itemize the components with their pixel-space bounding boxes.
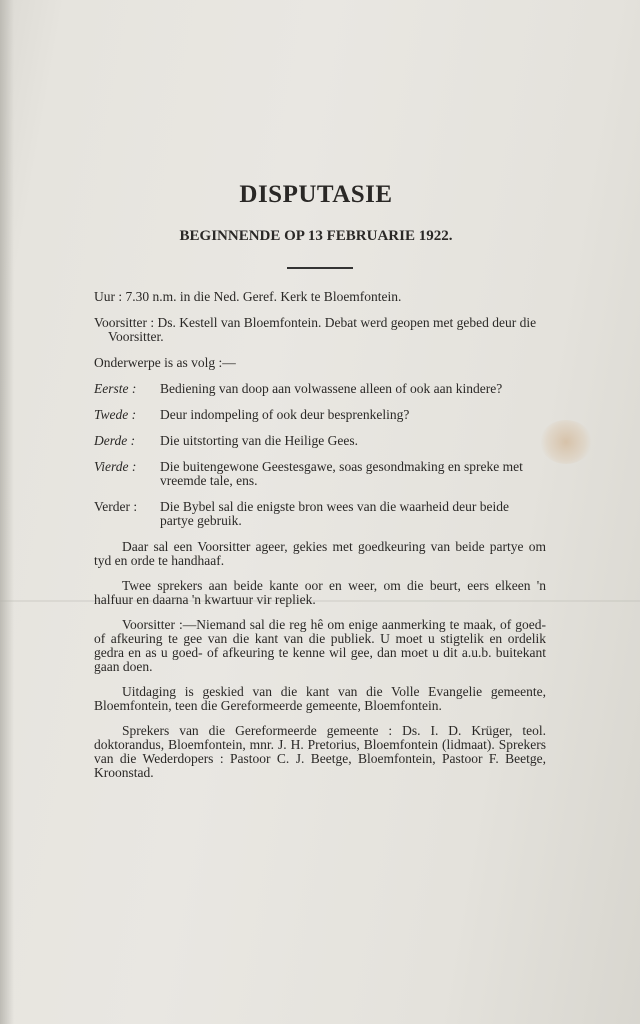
paper-edge-shadow bbox=[0, 0, 14, 1024]
document-body bbox=[94, 290, 546, 791]
title-rule bbox=[287, 267, 353, 269]
time-line: Uur : 7.30 n.m. in die Ned. Geref. Kerk te Bloemfontein. bbox=[94, 289, 402, 304]
topic-text: Die uitstorting van die Heilige Gees. bbox=[160, 433, 358, 448]
chair-line: Voorsitter : Ds. Kestell van Bloemfontein. Debat werd geopen met gebed deur die Voorsitter. bbox=[94, 315, 537, 344]
body-paragraph: Uitdaging is geskied van die kant van die Volle Evangelie gemeente, Bloemfontein, teen die Gereformeerde gemeente, Bloemfontein. bbox=[94, 684, 546, 713]
topic-text: Die buitengewone Geestesgawe, soas gesondmaking en spreke met vreemde tale, ens. bbox=[160, 459, 523, 488]
topic-label: Vierde : bbox=[94, 459, 137, 474]
body-paragraph: Sprekers van die Gereformeerde gemeente : Ds. I. D. Krüger, teol. doktorandus, Bloemfontein, mnr. J. H. Pretorius, Bloemfontein (lidmaat). Sprekers van die Wederdopers : Pastoor C. J. Beetge, Bloemfontein, Pastoor F. Beetge, Kroonstad. bbox=[94, 723, 546, 780]
topic-item bbox=[94, 408, 546, 422]
topic-item bbox=[94, 382, 546, 396]
body-paragraph: Daar sal een Voorsitter ageer, gekies met goedkeuring van beide partye om tyd en orde te handhaaf. bbox=[94, 539, 546, 568]
topics-intro: Onderwerpe is as volg :— bbox=[94, 355, 236, 370]
topic-label: Eerste : bbox=[94, 381, 137, 396]
topic-item bbox=[94, 500, 546, 528]
body-paragraph: Voorsitter :—Niemand sal die reg hê om enige aanmerking te maak, of goed- of afkeuring te gee van die kant van die publiek. U moet u stigtelik en ordelik gedra en as u goed- of afkeuring te kenne wil gee, dan moet u dit a.u.b. buitekant gaan doen. bbox=[94, 617, 546, 674]
document-title: DISPUTASIE bbox=[239, 181, 393, 208]
topic-item bbox=[94, 434, 546, 448]
body-paragraph: Twee sprekers aan beide kante oor en weer, om die beurt, eers elkeen 'n halfuur en daarna 'n kwartuur vir repliek. bbox=[94, 578, 546, 607]
topic-label: Derde : bbox=[94, 433, 136, 448]
topic-label: Verder : bbox=[94, 499, 138, 514]
topic-text: Bediening van doop aan volwassene alleen of ook aan kindere? bbox=[160, 381, 503, 396]
document-subtitle: BEGINNENDE OP 13 FEBRUARIE 1922. bbox=[179, 228, 453, 244]
topic-text: Die Bybel sal die enigste bron wees van die waarheid deur beide partye gebruik. bbox=[160, 499, 510, 528]
topic-label: Twede : bbox=[94, 407, 137, 422]
topic-item bbox=[94, 460, 546, 488]
topic-text: Deur indompeling of ook deur besprenkeling? bbox=[160, 407, 410, 422]
paper-stain bbox=[540, 420, 592, 464]
